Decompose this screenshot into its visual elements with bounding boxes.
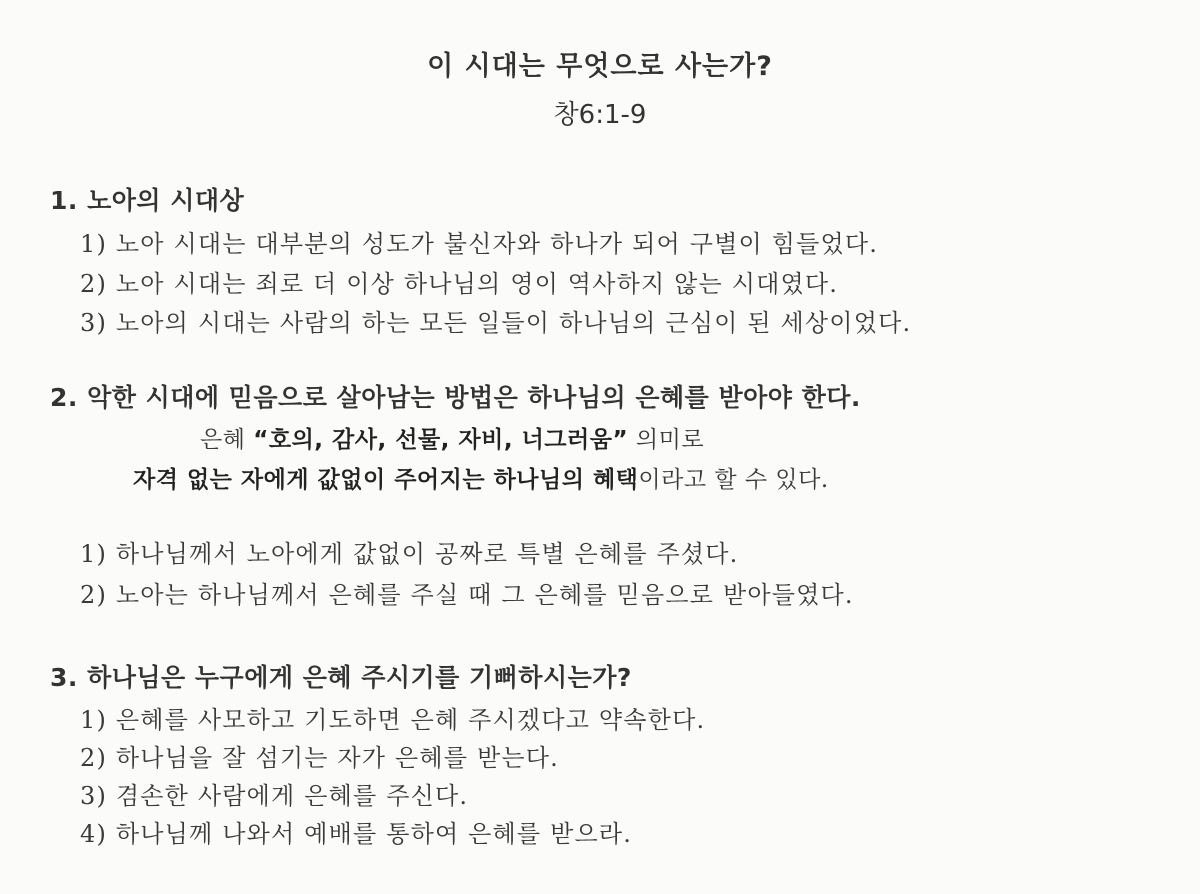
grace-word: 은혜 [200, 427, 246, 453]
grace-definition-line-1 [200, 421, 704, 454]
section-1-heading: 1. 노아의 시대상 [50, 186, 245, 215]
section-3-item-1: 1) 은혜를 사모하고 기도하면 은혜 주시겠다고 약속한다. [80, 706, 706, 734]
page-title: 이 시대는 무엇으로 사는가? [427, 51, 773, 82]
scripture-reference: 창6:1-9 [553, 100, 647, 130]
grace-definition-suffix: 이라고 할 수 있다. [638, 467, 829, 493]
grace-definition-line-2 [133, 461, 829, 494]
grace-meaning-suffix: 의미로 [635, 427, 705, 453]
section-2-item-1: 1) 하나님께서 노아에게 값없이 공짜로 특별 은혜를 주셨다. [80, 540, 739, 568]
section-2-heading: 2. 악한 시대에 믿음으로 살아남는 방법은 하나님의 은혜를 받아야 한다. [50, 383, 861, 412]
section-1-item-2: 2) 노아 시대는 죄로 더 이상 하나님의 영이 역사하지 않는 시대였다. [80, 270, 839, 298]
section-3-item-4: 4) 하나님께 나와서 예배를 통하여 은혜를 받으라. [80, 820, 633, 848]
section-1-item-3: 3) 노아의 시대는 사람의 하는 모든 일들이 하나님의 근심이 된 세상이었다. [80, 309, 912, 337]
section-1-item-1: 1) 노아 시대는 대부분의 성도가 불신자와 하나가 되어 구별이 힘들었다. [80, 230, 879, 258]
grace-meanings: “호의, 감사, 선물, 자비, 너그러움” [253, 427, 629, 453]
grace-definition-emphasis: 자격 없는 자에게 값없이 주어지는 하나님의 혜택 [133, 467, 639, 493]
section-2-item-2: 2) 노아는 하나님께서 은혜를 주실 때 그 은혜를 믿음으로 받아들였다. [80, 581, 854, 609]
section-3-heading: 3. 하나님은 누구에게 은혜 주시기를 기뻐하시는가? [50, 663, 632, 692]
section-3-item-3: 3) 겸손한 사람에게 은혜를 주신다. [80, 782, 469, 810]
section-3-item-2: 2) 하나님을 잘 섬기는 자가 은혜를 받는다. [80, 744, 559, 772]
